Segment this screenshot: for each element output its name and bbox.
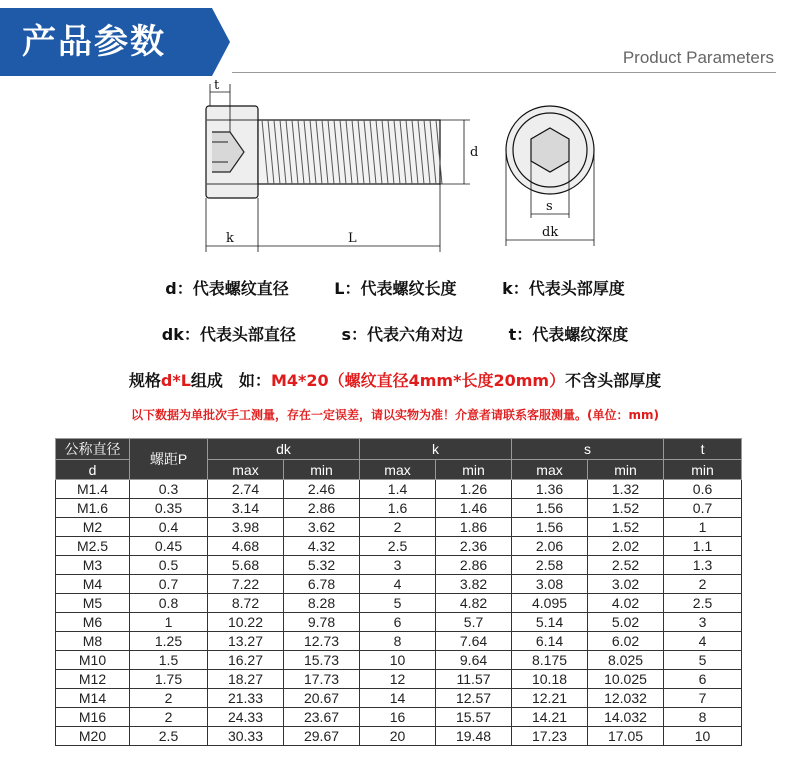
- table-cell: 12.73: [284, 632, 360, 651]
- table-row: [56, 537, 742, 556]
- table-cell: 3.98: [208, 518, 284, 537]
- subheader-cell: min: [664, 460, 742, 480]
- spec-mid: 组成 如：: [190, 371, 271, 390]
- table-cell: 1.52: [588, 518, 664, 537]
- table-cell: 14.21: [512, 708, 588, 727]
- table-cell: 12.57: [436, 689, 512, 708]
- table-row: [56, 689, 742, 708]
- table-cell: 1.1: [664, 537, 742, 556]
- table-row: [56, 594, 742, 613]
- table-cell: 5: [360, 594, 436, 613]
- table-cell: 5.32: [284, 556, 360, 575]
- table-cell: M3: [56, 556, 130, 575]
- legend-item: d：代表螺纹直径: [165, 279, 289, 298]
- table-row: [56, 651, 742, 670]
- label-s: s: [546, 199, 553, 214]
- table-cell: 2: [360, 518, 436, 537]
- legend-item: k：代表头部厚度: [502, 279, 625, 298]
- spec-line: [0, 368, 790, 391]
- table-cell: 8.72: [208, 594, 284, 613]
- table-cell: 9.64: [436, 651, 512, 670]
- table-header-row: [56, 439, 742, 460]
- table-row: [56, 518, 742, 537]
- label-t: t: [214, 80, 220, 93]
- spec-prefix: 规格: [128, 371, 161, 390]
- table-cell: 1.86: [436, 518, 512, 537]
- table-cell: 21.33: [208, 689, 284, 708]
- table-cell: 2.5: [360, 537, 436, 556]
- subheader-cell: max: [360, 460, 436, 480]
- table-cell: 11.57: [436, 670, 512, 689]
- table-cell: 9.78: [284, 613, 360, 632]
- legend-item: t：代表螺纹深度: [508, 325, 629, 344]
- table-cell: 4.095: [512, 594, 588, 613]
- table-cell: 2.46: [284, 480, 360, 499]
- table-cell: 18.27: [208, 670, 284, 689]
- table-cell: M1.6: [56, 499, 130, 518]
- side-view: [206, 84, 470, 252]
- table-cell: 0.45: [130, 537, 208, 556]
- page-subtitle: Product Parameters: [622, 48, 774, 67]
- table-cell: M1.4: [56, 480, 130, 499]
- table-cell: 2.86: [436, 556, 512, 575]
- header-s: s: [512, 439, 664, 460]
- table-cell: 1.6: [360, 499, 436, 518]
- table-cell: 2.06: [512, 537, 588, 556]
- header-pitch: 螺距P: [130, 439, 208, 480]
- header-nominal: 公称直径: [56, 439, 130, 460]
- table-cell: 1.4: [360, 480, 436, 499]
- table-cell: 10.22: [208, 613, 284, 632]
- table-cell: 6: [664, 670, 742, 689]
- table-cell: M16: [56, 708, 130, 727]
- table-cell: 4.32: [284, 537, 360, 556]
- table-cell: 4.02: [588, 594, 664, 613]
- table-cell: 5.02: [588, 613, 664, 632]
- table-cell: 1.26: [436, 480, 512, 499]
- table-cell: 5.7: [436, 613, 512, 632]
- table-cell: 1.3: [664, 556, 742, 575]
- table-cell: 8: [664, 708, 742, 727]
- table-cell: 17.73: [284, 670, 360, 689]
- table-row: [56, 670, 742, 689]
- table-cell: 23.67: [284, 708, 360, 727]
- label-L: L: [348, 231, 357, 246]
- legend-item: L：代表螺纹长度: [334, 279, 457, 298]
- subheader-cell: max: [208, 460, 284, 480]
- measurement-note: 以下数据为单批次手工测量，存在一定误差，请以实物为准！介意者请联系客服测量。(单位：mm): [131, 408, 659, 422]
- table-cell: 0.35: [130, 499, 208, 518]
- table-cell: 0.8: [130, 594, 208, 613]
- table-cell: 2.36: [436, 537, 512, 556]
- table-cell: 3: [664, 613, 742, 632]
- subheader-cell: max: [512, 460, 588, 480]
- label-d: d: [470, 145, 479, 160]
- table-cell: 29.67: [284, 727, 360, 746]
- table-cell: 6.02: [588, 632, 664, 651]
- table-cell: 2.58: [512, 556, 588, 575]
- table-row: [56, 575, 742, 594]
- table-cell: 10.18: [512, 670, 588, 689]
- table-cell: 10: [664, 727, 742, 746]
- table-cell: 5.14: [512, 613, 588, 632]
- header-t: t: [664, 439, 742, 460]
- table-cell: 2.86: [284, 499, 360, 518]
- table-cell: 6: [360, 613, 436, 632]
- table-cell: 0.5: [130, 556, 208, 575]
- table-cell: 10.025: [588, 670, 664, 689]
- table-cell: 24.33: [208, 708, 284, 727]
- table-cell: 1.36: [512, 480, 588, 499]
- legend-row-1: [0, 276, 790, 299]
- table-cell: M20: [56, 727, 130, 746]
- label-k: k: [226, 231, 234, 246]
- table-cell: 2: [130, 708, 208, 727]
- table-cell: 17.05: [588, 727, 664, 746]
- table-cell: M14: [56, 689, 130, 708]
- table-cell: 8.175: [512, 651, 588, 670]
- table-cell: 3.02: [588, 575, 664, 594]
- table-cell: 2.5: [130, 727, 208, 746]
- table-cell: 1.46: [436, 499, 512, 518]
- table-cell: 10: [360, 651, 436, 670]
- table-cell: 1: [664, 518, 742, 537]
- table-cell: 0.3: [130, 480, 208, 499]
- table-cell: M10: [56, 651, 130, 670]
- table-cell: 15.73: [284, 651, 360, 670]
- table-cell: 12.21: [512, 689, 588, 708]
- table-cell: 2.02: [588, 537, 664, 556]
- table-cell: 8: [360, 632, 436, 651]
- table-cell: 30.33: [208, 727, 284, 746]
- header-divider: [232, 72, 776, 73]
- table-cell: 14: [360, 689, 436, 708]
- table-cell: 1.52: [588, 499, 664, 518]
- table-cell: 5.68: [208, 556, 284, 575]
- table-cell: 13.27: [208, 632, 284, 651]
- header-dk: dk: [208, 439, 360, 460]
- table-cell: 7: [664, 689, 742, 708]
- table-cell: 7.22: [208, 575, 284, 594]
- spec-suffix: 不含头部厚度: [565, 371, 662, 390]
- table-cell: 6.14: [512, 632, 588, 651]
- table-cell: 16: [360, 708, 436, 727]
- table-cell: 1.32: [588, 480, 664, 499]
- table-row: [56, 499, 742, 518]
- table-cell: M5: [56, 594, 130, 613]
- legend-item: dk：代表头部直径: [161, 325, 296, 344]
- table-cell: 17.23: [512, 727, 588, 746]
- table-cell: 20.67: [284, 689, 360, 708]
- table-cell: 0.7: [130, 575, 208, 594]
- table-cell: 14.032: [588, 708, 664, 727]
- table-cell: M2.5: [56, 537, 130, 556]
- table-row: [56, 556, 742, 575]
- table-cell: 2.74: [208, 480, 284, 499]
- table-cell: M8: [56, 632, 130, 651]
- table-cell: 1.25: [130, 632, 208, 651]
- table-cell: 4.68: [208, 537, 284, 556]
- legend-row-2: [0, 322, 790, 345]
- subheader-cell: min: [588, 460, 664, 480]
- table-cell: 2.52: [588, 556, 664, 575]
- table-cell: 3.14: [208, 499, 284, 518]
- table-cell: 0.4: [130, 518, 208, 537]
- label-dk: dk: [542, 225, 559, 240]
- table-cell: 2.5: [664, 594, 742, 613]
- table-row: [56, 480, 742, 499]
- table-cell: 5: [664, 651, 742, 670]
- table-cell: 12: [360, 670, 436, 689]
- table-cell: 1.56: [512, 518, 588, 537]
- spec-formula: d*L: [160, 371, 191, 390]
- table-cell: 7.64: [436, 632, 512, 651]
- table-cell: 8.28: [284, 594, 360, 613]
- table-cell: 1.75: [130, 670, 208, 689]
- table-cell: 12.032: [588, 689, 664, 708]
- table-cell: M4: [56, 575, 130, 594]
- table-cell: 3.08: [512, 575, 588, 594]
- table-cell: 1.5: [130, 651, 208, 670]
- table-row: [56, 727, 742, 746]
- table-cell: 3.82: [436, 575, 512, 594]
- header-k: k: [360, 439, 512, 460]
- table-cell: 0.6: [664, 480, 742, 499]
- subheader-cell: d: [56, 460, 130, 480]
- table-cell: 19.48: [436, 727, 512, 746]
- parameter-table: [55, 438, 742, 746]
- screw-diagram: [190, 80, 610, 260]
- table-cell: 2: [130, 689, 208, 708]
- table-cell: 4: [664, 632, 742, 651]
- table-cell: 3: [360, 556, 436, 575]
- table-cell: 0.7: [664, 499, 742, 518]
- subheader-cell: min: [284, 460, 360, 480]
- table-cell: 20: [360, 727, 436, 746]
- spec-example: M4*20（螺纹直径4mm*长度20mm）: [270, 371, 566, 390]
- table-cell: 3.62: [284, 518, 360, 537]
- table-cell: M12: [56, 670, 130, 689]
- table-cell: M6: [56, 613, 130, 632]
- table-cell: 4.82: [436, 594, 512, 613]
- table-cell: 8.025: [588, 651, 664, 670]
- table-cell: 4: [360, 575, 436, 594]
- page-title: 产品参数: [22, 22, 166, 62]
- table-cell: 1.56: [512, 499, 588, 518]
- table-cell: 15.57: [436, 708, 512, 727]
- table-cell: 16.27: [208, 651, 284, 670]
- legend-item: s：代表六角对边: [341, 325, 463, 344]
- table-cell: M2: [56, 518, 130, 537]
- table-row: [56, 613, 742, 632]
- subheader-cell: min: [436, 460, 512, 480]
- table-row: [56, 708, 742, 727]
- table-row: [56, 632, 742, 651]
- table-cell: 6.78: [284, 575, 360, 594]
- table-cell: 2: [664, 575, 742, 594]
- table-cell: 1: [130, 613, 208, 632]
